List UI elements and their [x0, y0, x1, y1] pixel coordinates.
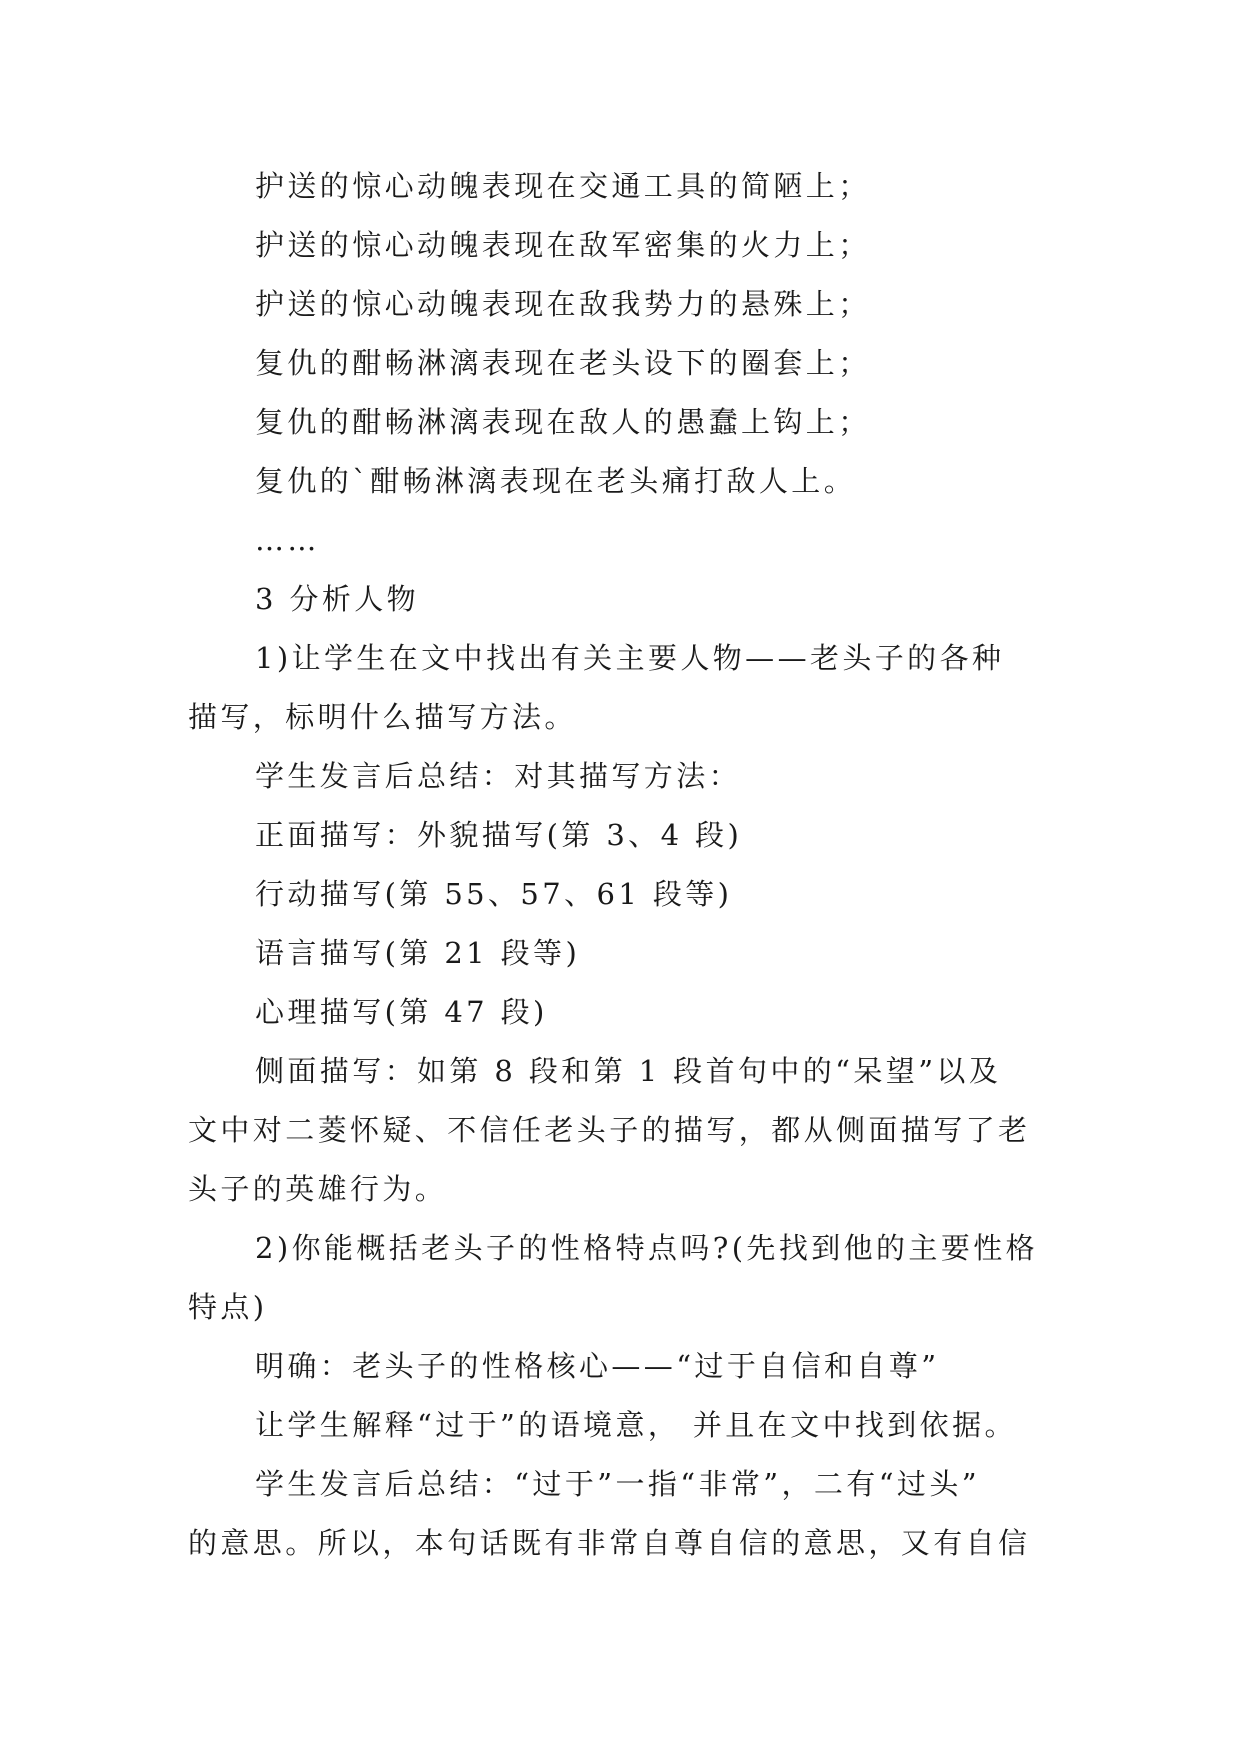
text-line: 复仇的酣畅淋漓表现在老头设下的圈套上；: [255, 346, 871, 380]
text-line: 学生发言后总结：对其描写方法：: [255, 759, 742, 793]
ellipsis-line: ……: [255, 523, 320, 557]
text-line: 侧面描写：如第 8 段和第 1 段首句中的“呆望”以及: [255, 1054, 1002, 1088]
text-line: 复仇的`酣畅淋漓表现在老头痛打敌人上。: [255, 464, 857, 498]
section-heading: 3 分析人物: [255, 582, 420, 616]
text-line: 复仇的酣畅淋漓表现在敌人的愚蠢上钩上；: [255, 405, 871, 439]
text-line: 2)你能概括老头子的性格特点吗?(先找到他的主要性格: [255, 1231, 1039, 1265]
text-line: 学生发言后总结：“过于”一指“非常”，二有“过头”: [255, 1467, 980, 1501]
text-line: 护送的惊心动魄表现在敌我势力的悬殊上；: [255, 287, 871, 321]
text-line: 头子的英雄行为。: [188, 1172, 448, 1206]
text-line: 特点): [188, 1290, 268, 1324]
text-line: 的意思。所以，本句话既有非常自尊自信的意思，又有自信: [188, 1526, 1031, 1560]
text-line: 心理描写(第 47 段): [255, 995, 548, 1029]
text-line: 明确：老头子的性格核心——“过于自信和自尊”: [255, 1349, 940, 1383]
text-line: 护送的惊心动魄表现在交通工具的简陋上；: [255, 169, 871, 203]
text-line: 护送的惊心动魄表现在敌军密集的火力上；: [255, 228, 871, 262]
text-line: 语言描写(第 21 段等): [255, 936, 581, 970]
text-line: 文中对二菱怀疑、不信任老头子的描写，都从侧面描写了老: [188, 1113, 1031, 1147]
text-line: 行动描写(第 55、57、61 段等): [255, 877, 733, 911]
text-line: 让学生解释“过于”的语境意， 并且在文中找到依据。: [255, 1408, 1017, 1442]
text-line: 1)让学生在文中找出有关主要人物——老头子的各种: [255, 641, 1005, 675]
text-line: 描写，标明什么描写方法。: [188, 700, 577, 734]
text-line: 正面描写：外貌描写(第 3、4 段): [255, 818, 743, 852]
